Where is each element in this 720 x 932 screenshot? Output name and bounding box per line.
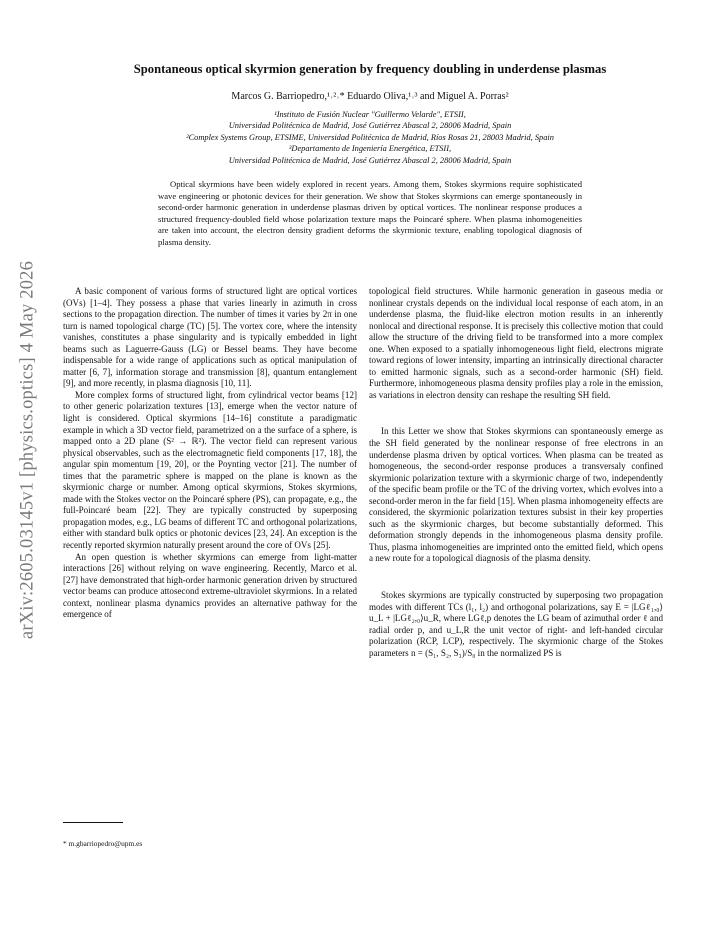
arxiv-stamp bbox=[6, 240, 50, 660]
affiliation-line: ¹Instituto de Fusión Nuclear "Guillermo Velarde", ETSII, bbox=[274, 110, 466, 119]
body-paragraph: More complex forms of structured light, from cylindrical vector beams [12] to other generic polarization textures [13], emerge when the vector nature of light is considered. Optical skyrmions [14–16] constitute a paradigmatic example in which a 3D vector field, parametrized on a the surface of a sphere, is mapped onto a 2D plane (S² → ℝ²). The vector field can represent various physical observables, such as the electromagnetic field components [17, 18], the angular spin momentum [19, 20], or the Poynting vector [21]. The number of times that the parametric sphere is mapped on the plane is known as the skyrmionic charge or number. Among optical skyrmions, Stokes skyrmions, made with the Stokes vector on the Poincaré sphere (PS), can propagate, e.g., the full-Poincaré beam [22]. They are typically constructed by superposing propagation modes, e.g., LG beams of different TC and orthogonal polarizations, either with standard bulk optics or photonic devices [23, 24]. An exception is the recently reported skyrmion naturally present around the core of OVs [25]. bbox=[63, 389, 357, 551]
footnote: * m.gbarriopedro@upm.es bbox=[63, 839, 143, 848]
left-column bbox=[63, 286, 357, 621]
arxiv-stamp-text: arXiv:2605.03145v1 [physics.optics] 4 May 2026 bbox=[17, 260, 38, 640]
affiliation-line: Universidad Politécnica de Madrid, José Gutiérrez Abascal 2, 28006 Madrid, Spain bbox=[228, 121, 512, 131]
paper-title: Spontaneous optical skyrmion generation by frequency doubling in underdense plasmas bbox=[133, 62, 607, 76]
body-paragraph: topological field structures. While harmonic generation in gaseous media or nonlinear crystals depends on the individual local response of each atom, in an underdense plasma, the fluid-like electron motion results in an inherently nonlocal and directional response. It is precisely this collective motion that could allow the structure of the driving field to be transformed into a more complex one. When exposed to a spatially inhomogeneous light field, electrons migrate toward regions of lower intensity, imparting an intrinsically directional character to emitted harmonic signals, such as a second-order harmonic (SH) field. Furthermore, inhomogeneous plasma density profiles play a role in the emission, as variations in electron density can reshape the resulting SH field. bbox=[369, 286, 663, 400]
footnote-rule bbox=[63, 822, 123, 823]
author-list: Marcos G. Barriopedro,¹˒²˒* Eduardo Oliva,¹˒³ and Miguel A. Porras² bbox=[231, 91, 509, 102]
body-paragraph: In this Letter we show that Stokes skyrmions can spontaneously emerge as the SH field generated by the nonlinear response of free electrons in an underdense plasma driven by optical vortices. When plasma can be treated as homogeneous, the second-order response produces a transversaly confined skyrmionic polarization texture with a skyrmionic charge of two, independently of the specific beam profile or the TC of the driving vortex, which evolves into a second-order meron in the far field [15]. When plasma inhomogeneity effects are considered, the skyrmionic polarization textures subsist in their key properties such as the skyrmionic charges, but become substantially deformed. This deformation strongly depends in the inhomogeneous plasma density profile. Thus, plasma inhomogeneities are imprinted onto the emitted field, which opens a new route for a topological diagnosis of the plasma density. bbox=[369, 426, 663, 564]
abstract: Optical skyrmions have been widely explored in recent years. Among them, Stokes skyrmions require sophisticated wave engineering or photonic devices for their generation. We show that Stokes skyrmions can emerge spontaneously in second-order harmonic generation in underdense plasmas driven by optical vortices. The nonlinear response produces a structured frequency-doubled field whose polarization texture maps the Poincaré sphere. When plasma inhomogeneities are taken into account, the electron density gradient deforms the skyrmionic texture, enabling topological diagnosis of plasma density. bbox=[158, 179, 582, 247]
affiliation-line: ³Departamento de Ingeniería Energética, ETSII, bbox=[288, 144, 452, 154]
affiliation-line: Universidad Politécnica de Madrid, José Gutiérrez Abascal 2, 28006 Madrid, Spain bbox=[228, 155, 512, 165]
affiliations bbox=[60, 109, 680, 166]
body-paragraph: An open question is whether skyrmions can emerge from light-matter interactions [26] without relying on wave engineering. Recently, Marco et al. [27] have demonstrated that high-order harmonic generation driven by structured vector beams can produce attosecond extreme-ultraviolet skyrmions. In a related context, nonlinear plasma dynamics provides an alternative pathway for the emergence of bbox=[63, 551, 357, 620]
affiliation-line: ²Complex Systems Group, ETSIME, Universidad Politécnica de Madrid, Ríos Rosas 21, 28003 Madrid, Spain bbox=[186, 132, 554, 142]
right-column bbox=[369, 286, 663, 659]
body-paragraph: Stokes skyrmions are typically constructed by superposing two propagation modes with different TCs (l₁, l₂) and orthogonal polarizations, say E = |LGℓ₁,₀⟩u_L + |LGℓ₂,₀⟩u_R, where LGℓ,p denotes the LG beam of azimuthal order ℓ and radial order p, and u_L,R the unit vector of right- and left-handed circular polarization (RCP, LCP), respectively. The skyrmionic charge of the Stokes parameters n = (S₁, S₂, S₃)/S₀ in the normalized PS is bbox=[369, 590, 663, 658]
body-paragraph: A basic component of various forms of structured light are optical vortices (OVs) [1–4]. They possess a phase that varies linearly in azimuth in cross sections to the propagation direction. The number of times it varies by 2π in one turn is named topological charge (TC) [5]. The vortex core, where the intensity vanishes, constitutes a phase singularity and is typically embedded in light beams such as Laguerre-Gauss (LG) or Bessel beams. They have become indispensable for a wide range of applications such as optical manipulation of matter [6, 7], information storage and transmission [8], quantum entanglement [9], and more recently, in plasma diagnosis [10, 11]. bbox=[63, 286, 357, 389]
